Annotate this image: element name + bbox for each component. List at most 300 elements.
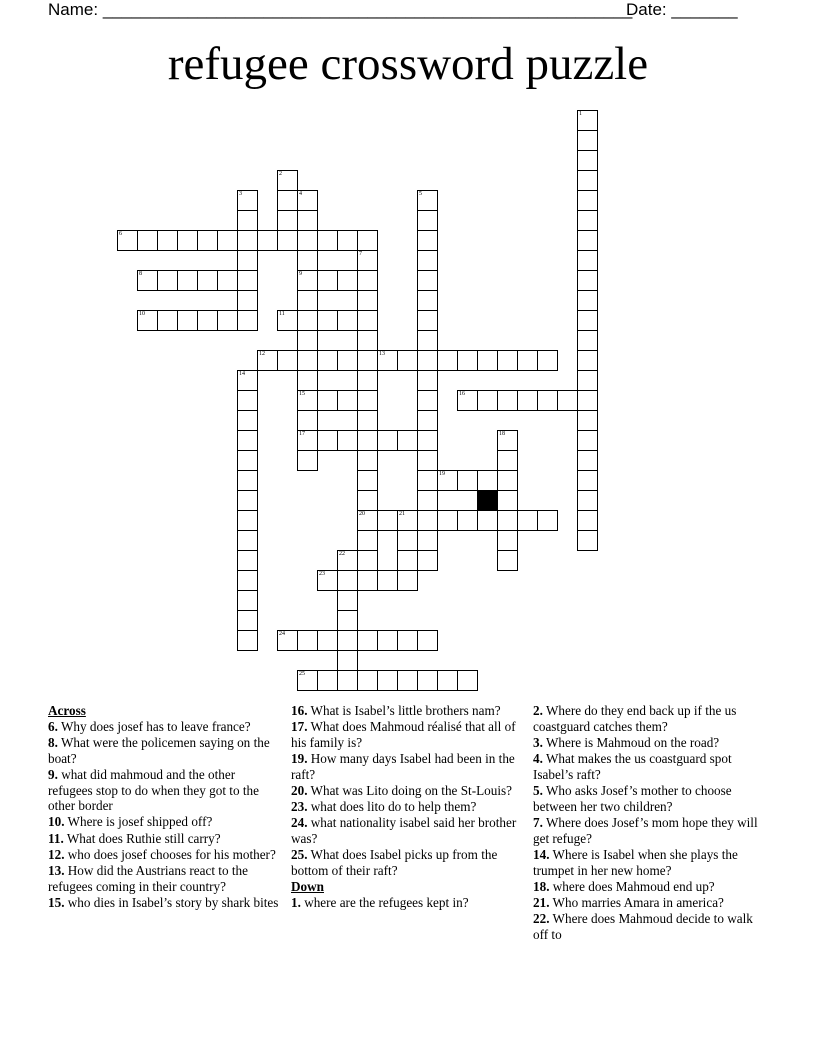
grid-cell[interactable]	[577, 230, 598, 251]
clues-column-3	[533, 703, 759, 943]
clue-number: 15.	[48, 894, 65, 910]
clue-text: How did the Austrians react to the refugees coming in their country?	[48, 863, 248, 894]
grid-cell[interactable]	[417, 330, 438, 351]
grid-cell[interactable]	[297, 630, 318, 651]
grid-cell[interactable]	[297, 210, 318, 231]
cell-number: 12	[259, 351, 265, 357]
clue-text: What does Ruthie still carry?	[63, 830, 221, 846]
grid-cell[interactable]	[237, 550, 258, 571]
grid-cell[interactable]	[437, 670, 458, 691]
clue-number: 2.	[533, 703, 543, 718]
clue-text: what did mahmoud and the other refugees stop to do when they got to the other border	[48, 766, 259, 814]
grid-cell[interactable]	[357, 550, 378, 571]
grid-cell[interactable]	[457, 510, 478, 531]
grid-cell[interactable]	[417, 370, 438, 391]
grid-cell[interactable]	[417, 530, 438, 551]
clue-number: 4.	[533, 751, 543, 767]
grid-cell[interactable]	[577, 110, 598, 131]
cell-number: 11	[279, 311, 285, 317]
grid-cell[interactable]	[337, 590, 358, 611]
clue	[533, 815, 759, 846]
grid-cell[interactable]	[297, 410, 318, 431]
grid-cell[interactable]	[337, 230, 358, 251]
grid-cell[interactable]	[357, 490, 378, 511]
grid-cell[interactable]	[337, 570, 358, 591]
grid-cell[interactable]	[297, 370, 318, 391]
grid-cell[interactable]	[297, 450, 318, 471]
clue	[291, 895, 523, 911]
grid-cell[interactable]	[117, 230, 138, 251]
grid-cell[interactable]	[337, 610, 358, 631]
cell-number: 1	[579, 111, 582, 117]
clue-text: what does lito do to help them?	[307, 799, 477, 815]
clue-number: 14.	[533, 846, 550, 862]
grid-cell[interactable]	[197, 230, 218, 251]
grid-cell[interactable]	[137, 270, 158, 291]
grid-cell[interactable]	[237, 390, 258, 411]
clue-text: How many days Isabel had been in the raft?	[291, 751, 515, 782]
grid-cell[interactable]	[337, 350, 358, 371]
clue-number: 19.	[291, 751, 308, 767]
across-heading: Across	[48, 703, 86, 718]
grid-cell[interactable]	[257, 230, 278, 251]
clue-number: 18.	[533, 878, 550, 894]
grid-cell[interactable]	[277, 630, 298, 651]
grid-cell[interactable]	[397, 630, 418, 651]
clue-text: What was Lito doing on the St-Louis?	[307, 783, 512, 799]
grid-cell[interactable]	[317, 270, 338, 291]
grid-cell[interactable]	[137, 230, 158, 251]
grid-cell[interactable]	[237, 210, 258, 231]
grid-cell[interactable]	[317, 350, 338, 371]
grid-cell[interactable]	[417, 670, 438, 691]
clue-text: Where do they end back up if the us coastguard catches them?	[533, 703, 737, 734]
grid-cell[interactable]	[577, 190, 598, 211]
grid-cell[interactable]	[317, 390, 338, 411]
grid-cell[interactable]	[217, 310, 238, 331]
clue-number: 1.	[291, 894, 301, 910]
grid-cell[interactable]	[357, 370, 378, 391]
grid-cell[interactable]	[337, 650, 358, 671]
clue	[48, 863, 280, 894]
clue	[533, 895, 759, 911]
page-title: refugee crossword puzzle	[167, 38, 649, 90]
grid-cell[interactable]	[457, 470, 478, 491]
clue-number: 5.	[533, 783, 543, 799]
grid-cell[interactable]	[377, 350, 398, 371]
grid-cell[interactable]	[397, 570, 418, 591]
grid-cell[interactable]	[417, 510, 438, 531]
grid-cell[interactable]	[137, 310, 158, 331]
name-label: Name:	[48, 0, 99, 19]
cell-number: 19	[439, 471, 445, 477]
cell-number: 23	[319, 571, 325, 577]
blocked-cell	[477, 490, 498, 511]
clue-number: 3.	[533, 734, 543, 750]
grid-cell[interactable]	[477, 510, 498, 531]
grid-cell[interactable]	[237, 630, 258, 651]
clue	[48, 847, 280, 863]
clue-text: where are the refugees kept in?	[300, 894, 469, 910]
grid-cell[interactable]	[297, 190, 318, 211]
cell-number: 6	[119, 231, 122, 237]
clue	[291, 719, 523, 750]
cell-number: 15	[299, 391, 305, 397]
clue	[291, 703, 523, 719]
clue	[291, 799, 523, 815]
grid-cell[interactable]	[157, 310, 178, 331]
grid-cell[interactable]	[377, 570, 398, 591]
grid-cell[interactable]	[577, 410, 598, 431]
grid-cell[interactable]	[237, 270, 258, 291]
cell-number: 22	[339, 551, 345, 557]
grid-cell[interactable]	[217, 230, 238, 251]
grid-cell[interactable]	[417, 430, 438, 451]
grid-cell[interactable]	[277, 190, 298, 211]
clue-number: 10.	[48, 814, 65, 830]
grid-cell[interactable]	[437, 510, 458, 531]
clue-number: 13.	[48, 863, 65, 879]
grid-cell[interactable]	[177, 270, 198, 291]
grid-cell[interactable]	[417, 230, 438, 251]
grid-cell[interactable]	[537, 350, 558, 371]
clue	[48, 735, 280, 766]
clue	[291, 847, 523, 878]
cell-number: 8	[139, 271, 142, 277]
clue-number: 20.	[291, 783, 308, 799]
grid-cell[interactable]	[297, 230, 318, 251]
cell-number: 5	[419, 191, 422, 197]
grid-cell[interactable]	[297, 350, 318, 371]
date-line: _______	[671, 0, 738, 19]
clue-text: What is Isabel’s little brothers nam?	[307, 703, 501, 718]
grid-cell[interactable]	[577, 210, 598, 231]
grid-cell[interactable]	[297, 390, 318, 411]
clues-column-2	[291, 703, 523, 911]
grid-cell[interactable]	[397, 430, 418, 451]
grid-cell[interactable]	[417, 450, 438, 471]
grid-cell[interactable]	[297, 310, 318, 331]
grid-cell[interactable]	[377, 670, 398, 691]
grid-cell[interactable]	[417, 470, 438, 491]
grid-cell[interactable]	[357, 530, 378, 551]
cell-number: 20	[359, 511, 365, 517]
grid-cell[interactable]	[237, 610, 258, 631]
grid-cell[interactable]	[237, 510, 258, 531]
grid-cell[interactable]	[397, 550, 418, 571]
cell-number: 25	[299, 671, 305, 677]
clue-text: What does Mahmoud réalisé that all of his family is?	[291, 719, 516, 750]
clue-number: 9.	[48, 766, 58, 782]
grid-cell[interactable]	[437, 470, 458, 491]
grid-cell[interactable]	[237, 370, 258, 391]
grid-cell[interactable]	[277, 230, 298, 251]
clue	[48, 895, 280, 911]
grid-cell[interactable]	[357, 630, 378, 651]
grid-cell[interactable]	[397, 510, 418, 531]
clue-number: 11.	[48, 830, 64, 846]
grid-cell[interactable]	[297, 670, 318, 691]
grid-cell[interactable]	[197, 310, 218, 331]
grid-cell[interactable]	[157, 230, 178, 251]
clue-text: Where is Mahmoud on the road?	[542, 734, 720, 750]
name-line: ________________________________________________________	[102, 0, 633, 19]
grid-cell[interactable]	[397, 350, 418, 371]
grid-cell[interactable]	[357, 510, 378, 531]
grid-cell[interactable]	[177, 230, 198, 251]
grid-cell[interactable]	[477, 390, 498, 411]
grid-cell[interactable]	[577, 450, 598, 471]
clue-number: 12.	[48, 846, 65, 862]
grid-cell[interactable]	[357, 230, 378, 251]
cell-number: 2	[279, 171, 282, 177]
grid-cell[interactable]	[237, 250, 258, 271]
clue-number: 21.	[533, 894, 550, 910]
grid-cell[interactable]	[277, 210, 298, 231]
grid-cell[interactable]	[557, 390, 578, 411]
clue-text: What were the policemen saying on the boat?	[48, 734, 270, 766]
cell-number: 17	[299, 431, 305, 437]
grid-cell[interactable]	[577, 390, 598, 411]
grid-cell[interactable]	[177, 310, 198, 331]
clue	[533, 751, 759, 782]
grid-cell[interactable]	[417, 350, 438, 371]
grid-cell[interactable]	[317, 670, 338, 691]
grid-cell[interactable]	[217, 270, 238, 291]
grid-cell[interactable]	[417, 490, 438, 511]
grid-cell[interactable]	[437, 350, 458, 371]
grid-cell[interactable]	[517, 510, 538, 531]
clue-number: 23.	[291, 799, 308, 815]
grid-cell[interactable]	[417, 410, 438, 431]
clue	[48, 719, 280, 735]
cell-number: 13	[379, 351, 385, 357]
grid-cell[interactable]	[297, 270, 318, 291]
clue	[291, 815, 523, 846]
grid-cell[interactable]	[277, 310, 298, 331]
cell-number: 21	[399, 511, 405, 517]
grid-cell[interactable]	[277, 170, 298, 191]
grid-cell[interactable]	[577, 430, 598, 451]
cell-number: 16	[459, 391, 465, 397]
grid-cell[interactable]	[497, 550, 518, 571]
clue-text: Why does josef has to leave france?	[57, 718, 251, 734]
grid-cell[interactable]	[537, 390, 558, 411]
grid-cell[interactable]	[197, 270, 218, 291]
grid-cell[interactable]	[357, 310, 378, 331]
grid-cell[interactable]	[357, 350, 378, 371]
grid-cell[interactable]	[237, 290, 258, 311]
clue-text: where does Mahmoud end up?	[549, 878, 715, 894]
grid-cell[interactable]	[317, 430, 338, 451]
grid-cell[interactable]	[417, 210, 438, 231]
clue-number: 17.	[291, 719, 308, 735]
grid-cell[interactable]	[457, 390, 478, 411]
cell-number: 4	[299, 191, 302, 197]
grid-cell[interactable]	[477, 470, 498, 491]
clue-text: who dies in Isabel’s story by shark bites	[64, 894, 279, 910]
cell-number: 3	[239, 191, 242, 197]
clue	[48, 767, 280, 814]
grid-cell[interactable]	[417, 630, 438, 651]
clue-number: 6.	[48, 718, 58, 734]
grid-cell[interactable]	[357, 330, 378, 351]
grid-cell[interactable]	[417, 270, 438, 291]
grid-cell[interactable]	[377, 510, 398, 531]
clue	[48, 814, 280, 830]
grid-cell[interactable]	[517, 390, 538, 411]
grid-cell[interactable]	[357, 470, 378, 491]
grid-cell[interactable]	[357, 270, 378, 291]
clue-text: What makes the us coastguard spot Isabel’s raft?	[533, 751, 732, 782]
clue-text: Where does Josef’s mom hope they will get refuge?	[533, 814, 758, 846]
grid-cell[interactable]	[237, 230, 258, 251]
grid-cell[interactable]	[577, 470, 598, 491]
grid-cell[interactable]	[497, 450, 518, 471]
grid-cell[interactable]	[577, 290, 598, 311]
cell-number: 24	[279, 631, 285, 637]
clue-text: Where is Isabel when she plays the trumpet in her new home?	[533, 846, 738, 878]
grid-cell[interactable]	[577, 250, 598, 271]
grid-cell[interactable]	[577, 270, 598, 291]
grid-cell[interactable]	[357, 570, 378, 591]
grid-cell[interactable]	[237, 450, 258, 471]
grid-cell[interactable]	[417, 250, 438, 271]
clue-number: 7.	[533, 814, 543, 830]
clue	[533, 879, 759, 895]
grid-cell[interactable]	[337, 270, 358, 291]
grid-cell[interactable]	[577, 530, 598, 551]
clue-number: 16.	[291, 703, 308, 718]
grid-cell[interactable]	[297, 250, 318, 271]
grid-cell[interactable]	[337, 310, 358, 331]
grid-cell[interactable]	[417, 290, 438, 311]
grid-cell[interactable]	[337, 550, 358, 571]
grid-cell[interactable]	[497, 390, 518, 411]
grid-cell[interactable]	[537, 510, 558, 531]
grid-cell[interactable]	[497, 530, 518, 551]
date-label: Date:	[626, 0, 667, 19]
grid-cell[interactable]	[337, 430, 358, 451]
grid-cell[interactable]	[297, 430, 318, 451]
clue	[533, 847, 759, 878]
grid-cell[interactable]	[317, 570, 338, 591]
grid-cell[interactable]	[237, 430, 258, 451]
grid-cell[interactable]	[477, 350, 498, 371]
grid-cell[interactable]	[357, 250, 378, 271]
clue-text: What does Isabel picks up from the bottom of their raft?	[291, 847, 498, 879]
grid-cell[interactable]	[357, 390, 378, 411]
grid-cell[interactable]	[237, 310, 258, 331]
grid-cell[interactable]	[337, 670, 358, 691]
grid-cell[interactable]	[577, 170, 598, 191]
grid-cell[interactable]	[237, 590, 258, 611]
grid-cell[interactable]	[497, 350, 518, 371]
grid-cell[interactable]	[497, 510, 518, 531]
grid-cell[interactable]	[577, 490, 598, 511]
grid-cell[interactable]	[357, 450, 378, 471]
grid-cell[interactable]	[417, 390, 438, 411]
grid-cell[interactable]	[297, 290, 318, 311]
grid-cell[interactable]	[577, 350, 598, 371]
grid-cell[interactable]	[577, 130, 598, 151]
clues-column-1	[48, 703, 280, 911]
grid-cell[interactable]	[357, 410, 378, 431]
clue-text: Who asks Josef’s mother to choose between her two children?	[533, 783, 732, 814]
grid-cell[interactable]	[497, 490, 518, 511]
clue-number: 22.	[533, 911, 550, 927]
grid-cell[interactable]	[417, 310, 438, 331]
clue-text: Where does Mahmoud decide to walk off to	[533, 911, 753, 942]
clue-text: what nationality isabel said her brother was?	[291, 815, 517, 847]
grid-cell[interactable]	[237, 190, 258, 211]
grid-cell[interactable]	[497, 470, 518, 491]
grid-cell[interactable]	[157, 270, 178, 291]
grid-cell[interactable]	[237, 410, 258, 431]
clue-text: who does josef chooses for his mother?	[64, 846, 276, 862]
grid-cell[interactable]	[377, 430, 398, 451]
down-heading: Down	[291, 879, 324, 895]
grid-cell[interactable]	[297, 330, 318, 351]
clue	[533, 735, 759, 751]
grid-cell[interactable]	[237, 530, 258, 551]
grid-cell[interactable]	[317, 630, 338, 651]
grid-cell[interactable]	[417, 190, 438, 211]
grid-cell[interactable]	[377, 630, 398, 651]
grid-cell[interactable]	[257, 350, 278, 371]
grid-cell[interactable]	[317, 310, 338, 331]
clue	[533, 783, 759, 814]
grid-cell[interactable]	[497, 430, 518, 451]
grid-cell[interactable]	[357, 290, 378, 311]
cell-number: 9	[299, 271, 302, 277]
grid-cell[interactable]	[317, 230, 338, 251]
cell-number: 7	[359, 251, 362, 257]
grid-cell[interactable]	[397, 670, 418, 691]
cell-number: 14	[239, 371, 245, 377]
grid-cell[interactable]	[577, 370, 598, 391]
grid-cell[interactable]	[517, 350, 538, 371]
clue-number: 24.	[291, 815, 308, 831]
clue-number: 8.	[48, 734, 58, 750]
grid-cell[interactable]	[457, 350, 478, 371]
cell-number: 18	[499, 431, 505, 437]
grid-cell[interactable]	[457, 670, 478, 691]
clue	[533, 911, 759, 942]
grid-cell[interactable]	[577, 330, 598, 351]
grid-cell[interactable]	[337, 390, 358, 411]
grid-cell[interactable]	[417, 550, 438, 571]
grid-cell[interactable]	[357, 430, 378, 451]
grid-cell[interactable]	[237, 490, 258, 511]
clue-text: Who marries Amara in america?	[549, 894, 724, 910]
grid-cell[interactable]	[397, 530, 418, 551]
grid-cell[interactable]	[237, 470, 258, 491]
clue	[291, 783, 523, 799]
clue	[291, 751, 523, 782]
grid-cell[interactable]	[357, 670, 378, 691]
grid-cell[interactable]	[577, 310, 598, 331]
cell-number: 10	[139, 311, 145, 317]
grid-cell[interactable]	[237, 570, 258, 591]
clue	[48, 831, 280, 847]
grid-cell[interactable]	[577, 150, 598, 171]
grid-cell[interactable]	[577, 510, 598, 531]
clue-text: Where is josef shipped off?	[64, 814, 213, 830]
clue-number: 25.	[291, 847, 308, 863]
grid-cell[interactable]	[277, 350, 298, 371]
grid-cell[interactable]	[337, 630, 358, 651]
